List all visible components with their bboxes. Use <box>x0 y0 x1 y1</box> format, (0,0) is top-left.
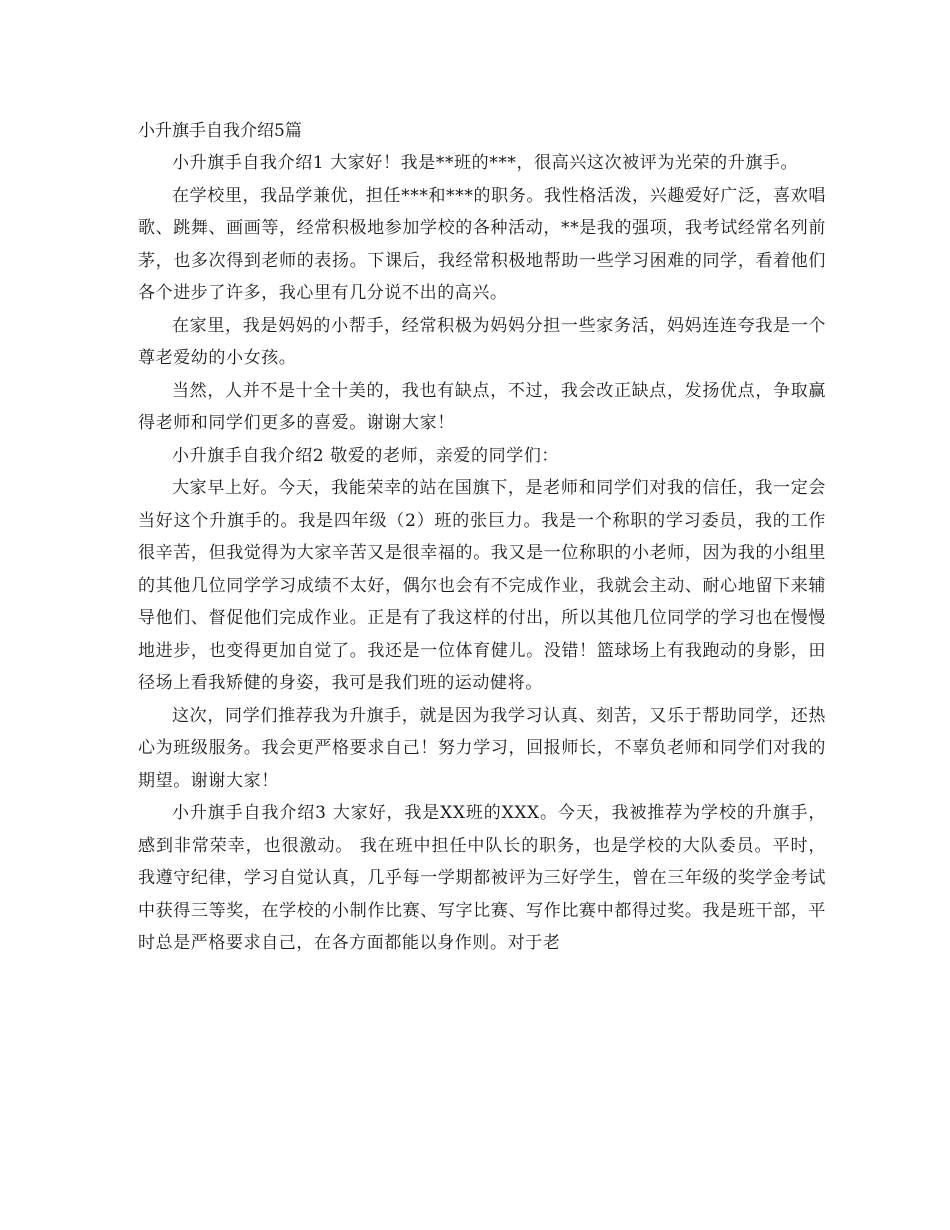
document-title: 小升旗手自我介绍5篇 <box>138 121 302 141</box>
document-body <box>138 115 826 960</box>
paragraph-2: 在学校里，我品学兼优，担任***和***的职务。我性格活泼，兴趣爱好广泛，喜欢唱歌、跳舞、画画等，经常积极地参加学校的各种活动，**是我的强项，我考试经常名列前茅，也多次得到老师的表扬。下课后，我经常积极地帮助一些学习困难的同学，看着他们各个进步了许多，我心里有几分说不出的高兴。 <box>138 185 826 303</box>
paragraph-5: 小升旗手自我介绍2 敬爱的老师，亲爱的同学们： <box>172 445 560 466</box>
paragraph-1: 小升旗手自我介绍1 大家好！我是**班的***，很高兴这次被评为光荣的升旗手。 <box>172 153 799 173</box>
paragraph-7: 这次，同学们推荐我为升旗手，就是因为我学习认真、刻苦，又乐于帮助同学，还热心为班级服务。我会更严格要求自己！努力学习，回报师长，不辜负老师和同学们对我的期望。谢谢大家！ <box>138 705 826 791</box>
paragraph-3: 在家里，我是妈妈的小帮手，经常积极为妈妈分担一些家务活，妈妈连连夸我是一个尊老爱幼的小女孩。 <box>138 315 826 368</box>
paragraph-8: 小升旗手自我介绍3 大家好，我是XX班的XXX。今天，我被推荐为学校的升旗手，感到非常荣幸，也很激动。 我在班中担任中队长的职务，也是学校的大队委员。平时，我遵守纪律，学习自觉认真，几乎每一学期都被评为三好学生，曾在三年级的奖学金考试中获得三等奖，在学校的小制作比赛、写字比赛、写作比赛中都得过奖。我是班干部，平时总是严格要求自己，在各方面都能以身作则。对于老 <box>138 803 826 953</box>
paragraph-6: 大家早上好。今天，我能荣幸的站在国旗下，是老师和同学们对我的信任，我一定会当好这个升旗手的。我是四年级（2）班的张巨力。我是一个称职的学习委员，我的工作很辛苦，但我觉得为大家辛苦又是很幸福的。我又是一位称职的小老师，因为我的小组里的其他几位同学学习成绩不太好，偶尔也会有不完成作业，我就会主动、耐心地留下来辅导他们、督促他们完成作业。正是有了我这样的付出，所以其他几位同学的学习也在慢慢地进步，也变得更加自觉了。我还是一位体育健儿。没错！篮球场上有我跑动的身影，田径场上看我矫健的身姿，我可是我们班的运动健将。 <box>138 478 826 693</box>
paragraph-4: 当然，人并不是十全十美的，我也有缺点，不过，我会改正缺点，发扬优点，争取赢得老师和同学们更多的喜爱。谢谢大家！ <box>138 380 826 433</box>
